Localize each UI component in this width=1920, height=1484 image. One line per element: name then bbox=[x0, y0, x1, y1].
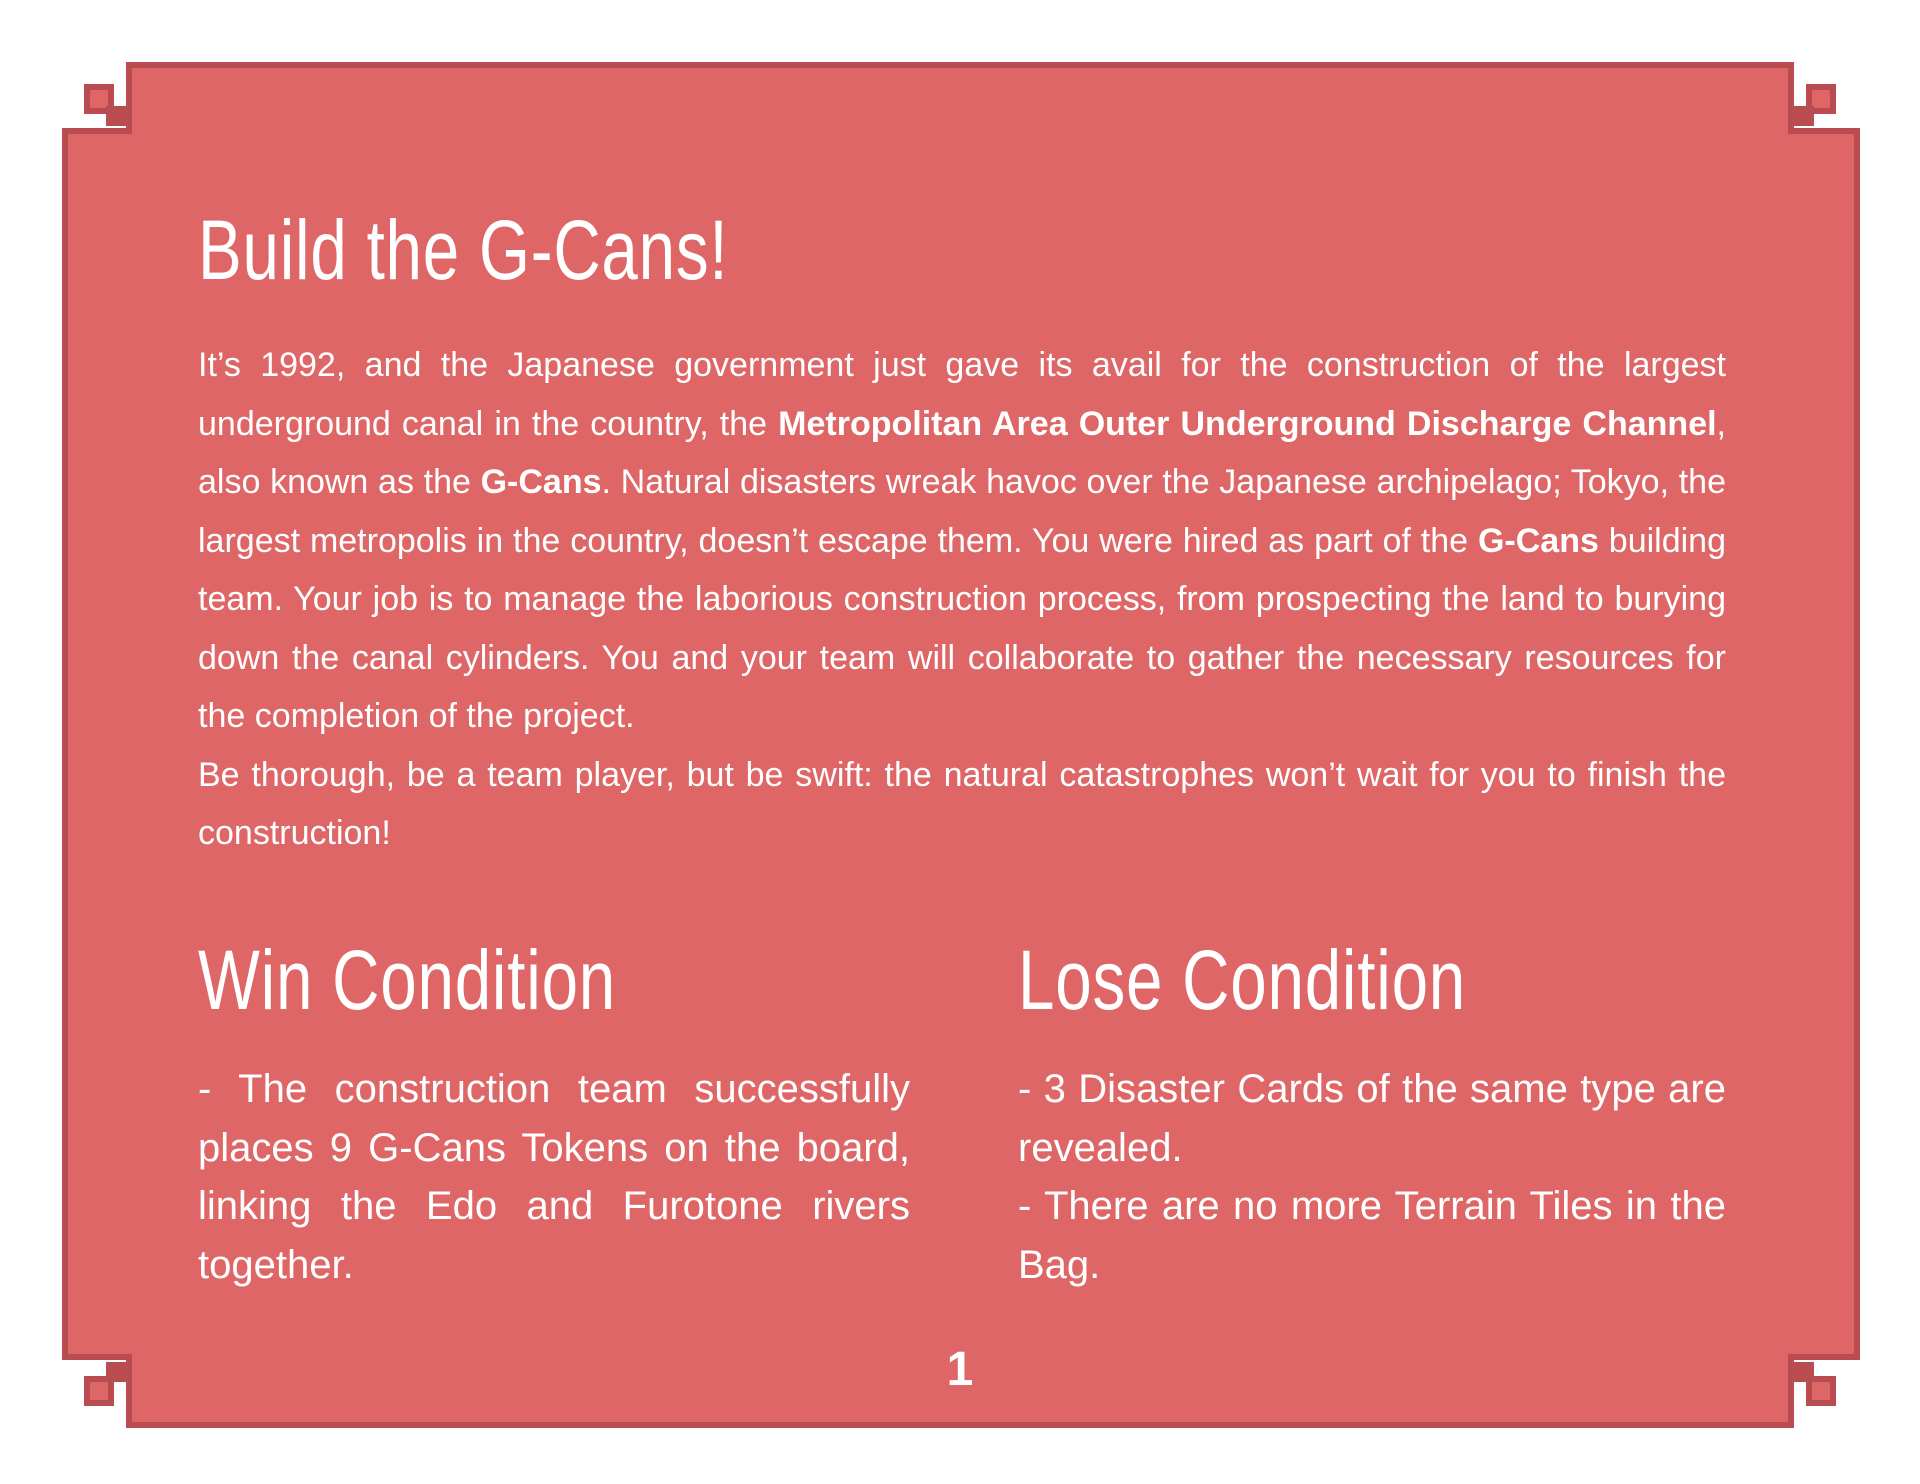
intro-text bbox=[198, 336, 1726, 863]
lose-condition-item: - 3 Disaster Cards of the same type are revealed. bbox=[1018, 1067, 1726, 1170]
lose-condition-item: - There are no more Terrain Tiles in the Bag. bbox=[1018, 1184, 1726, 1287]
win-condition-heading: Win Condition bbox=[198, 933, 617, 1027]
channel-name: Metropolitan Area Outer Underground Discharge Channel bbox=[778, 404, 1717, 443]
g-cans-name: G-Cans bbox=[480, 463, 602, 501]
intro-paragraph-2: Be thorough, be a team player, but be swift: the natural catastrophes won’t wait for you to finish the construction! bbox=[198, 755, 1726, 852]
g-cans-name: G-Cans bbox=[1477, 521, 1599, 560]
page-title: Build the G-Cans! bbox=[198, 203, 729, 297]
intro-paragraph-1: It’s 1992, and the Japanese government just gave its avail for the construction of the largest underground canal in the country, the Metropolitan Area Outer Underground Discharge Channel, also known as the G-Cans. Natural disasters wreak havoc over the Japanese archipelago; Tokyo, the largest metropolis in the country, doesn’t escape them. You were hired as part of the G-Cans building team. Your job is to manage the laborious construction process, from prospecting the land to burying down the canal cylinders. You and your team will collaborate to gather the necessary resources for the completion of the project. bbox=[198, 346, 1726, 735]
lose-condition-list bbox=[1018, 1060, 1726, 1294]
win-condition-item: - The construction team successfully places 9 G-Cans Tokens on the board, linking the Edo and Furotone rivers together. bbox=[198, 1067, 910, 1287]
lose-condition-heading: Lose Condition bbox=[1018, 933, 1467, 1027]
win-condition-list bbox=[198, 1060, 910, 1294]
page-number: 1 bbox=[946, 1343, 974, 1396]
